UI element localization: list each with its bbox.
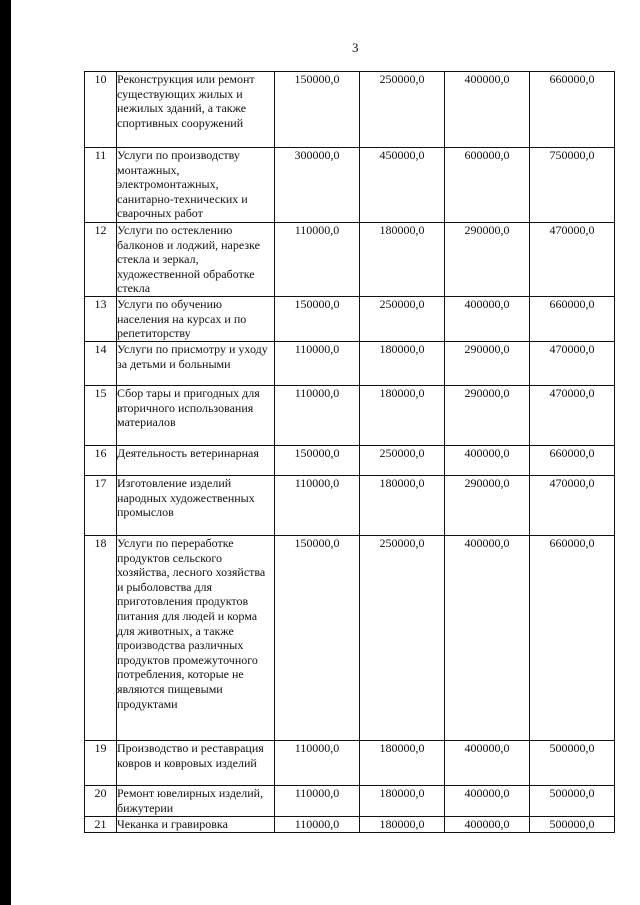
row-activity-name: Чеканка и гравировка: [117, 816, 275, 832]
row-value-4: 750000,0: [530, 148, 615, 223]
row-value-1: 150000,0: [275, 445, 360, 475]
row-number: 14: [85, 341, 117, 385]
row-value-1: 150000,0: [275, 72, 360, 148]
row-activity-name: Услуги по производству монтажных, электромонтажных, санитарно-технических и сварочных работ: [117, 148, 275, 223]
row-value-2: 250000,0: [360, 535, 445, 740]
row-value-4: 660000,0: [530, 72, 615, 148]
row-number: 21: [85, 816, 117, 832]
row-value-4: 660000,0: [530, 296, 615, 341]
row-number: 10: [85, 72, 117, 148]
row-value-2: 180000,0: [360, 475, 445, 535]
row-value-3: 400000,0: [445, 535, 530, 740]
row-value-3: 400000,0: [445, 785, 530, 816]
row-value-2: 180000,0: [360, 816, 445, 832]
row-value-4: 470000,0: [530, 385, 615, 445]
row-value-4: 500000,0: [530, 816, 615, 832]
row-value-1: 150000,0: [275, 535, 360, 740]
table-row: [85, 148, 615, 223]
row-value-2: 180000,0: [360, 385, 445, 445]
row-value-3: 290000,0: [445, 385, 530, 445]
row-value-2: 250000,0: [360, 296, 445, 341]
row-activity-name: Сбор тары и пригодных для вторичного использования материалов: [117, 385, 275, 445]
row-value-3: 290000,0: [445, 475, 530, 535]
table-row: [85, 816, 615, 832]
row-number: 16: [85, 445, 117, 475]
tax-rate-table: [84, 71, 615, 833]
row-number: 13: [85, 296, 117, 341]
row-number: 20: [85, 785, 117, 816]
row-value-2: 180000,0: [360, 785, 445, 816]
row-number: 18: [85, 535, 117, 740]
row-value-1: 150000,0: [275, 296, 360, 341]
row-activity-name: Ремонт ювелирных изделий, бижутерии: [117, 785, 275, 816]
row-number: 11: [85, 148, 117, 223]
row-value-1: 110000,0: [275, 740, 360, 785]
row-value-3: 290000,0: [445, 341, 530, 385]
row-activity-name: Услуги по обучению населения на курсах и по репетиторству: [117, 296, 275, 341]
row-number: 19: [85, 740, 117, 785]
row-value-2: 450000,0: [360, 148, 445, 223]
row-activity-name: Изготовление изделий народных художественных промыслов: [117, 475, 275, 535]
row-value-2: 250000,0: [360, 445, 445, 475]
row-value-4: 660000,0: [530, 535, 615, 740]
row-activity-name: Производство и реставрация ковров и ковровых изделий: [117, 740, 275, 785]
row-value-2: 180000,0: [360, 223, 445, 297]
row-value-1: 300000,0: [275, 148, 360, 223]
table-row: [85, 296, 615, 341]
table-row: [85, 740, 615, 785]
row-activity-name: Реконструкция или ремонт существующих жилых и нежилых зданий, а также спортивных сооружений: [117, 72, 275, 148]
row-value-3: 400000,0: [445, 445, 530, 475]
row-value-4: 470000,0: [530, 341, 615, 385]
row-value-2: 180000,0: [360, 740, 445, 785]
row-value-4: 660000,0: [530, 445, 615, 475]
row-value-1: 110000,0: [275, 341, 360, 385]
row-number: 12: [85, 223, 117, 297]
row-value-3: 400000,0: [445, 296, 530, 341]
table-row: [85, 223, 615, 297]
row-value-1: 110000,0: [275, 785, 360, 816]
row-value-4: 500000,0: [530, 740, 615, 785]
row-activity-name: Деятельность ветеринарная: [117, 445, 275, 475]
row-value-2: 250000,0: [360, 72, 445, 148]
table-row: [85, 535, 615, 740]
row-value-1: 110000,0: [275, 385, 360, 445]
row-activity-name: Услуги по переработке продуктов сельского хозяйства, лесного хозяйства и рыболовства для приготовления продуктов питания для людей и корма для животных, а также производства различных продуктов промежуточного потребления, которые не являются пищевыми продуктами: [117, 535, 275, 740]
row-value-1: 110000,0: [275, 816, 360, 832]
row-value-4: 500000,0: [530, 785, 615, 816]
row-value-3: 600000,0: [445, 148, 530, 223]
page-number: 3: [352, 40, 359, 55]
table-row: [85, 475, 615, 535]
table-row: [85, 785, 615, 816]
row-value-3: 400000,0: [445, 72, 530, 148]
row-number: 17: [85, 475, 117, 535]
row-value-3: 400000,0: [445, 816, 530, 832]
scan-edge-bar: [0, 0, 11, 905]
table-row: [85, 72, 615, 148]
row-value-1: 110000,0: [275, 223, 360, 297]
row-value-3: 400000,0: [445, 740, 530, 785]
row-value-3: 290000,0: [445, 223, 530, 297]
table-row: [85, 445, 615, 475]
row-activity-name: Услуги по остеклению балконов и лоджий, нарезке стекла и зеркал, художественной обработке стекла: [117, 223, 275, 297]
row-value-2: 180000,0: [360, 341, 445, 385]
row-activity-name: Услуги по присмотру и уходу за детьми и больными: [117, 341, 275, 385]
table-row: [85, 385, 615, 445]
row-value-4: 470000,0: [530, 223, 615, 297]
row-value-4: 470000,0: [530, 475, 615, 535]
row-number: 15: [85, 385, 117, 445]
row-value-1: 110000,0: [275, 475, 360, 535]
table-row: [85, 341, 615, 385]
